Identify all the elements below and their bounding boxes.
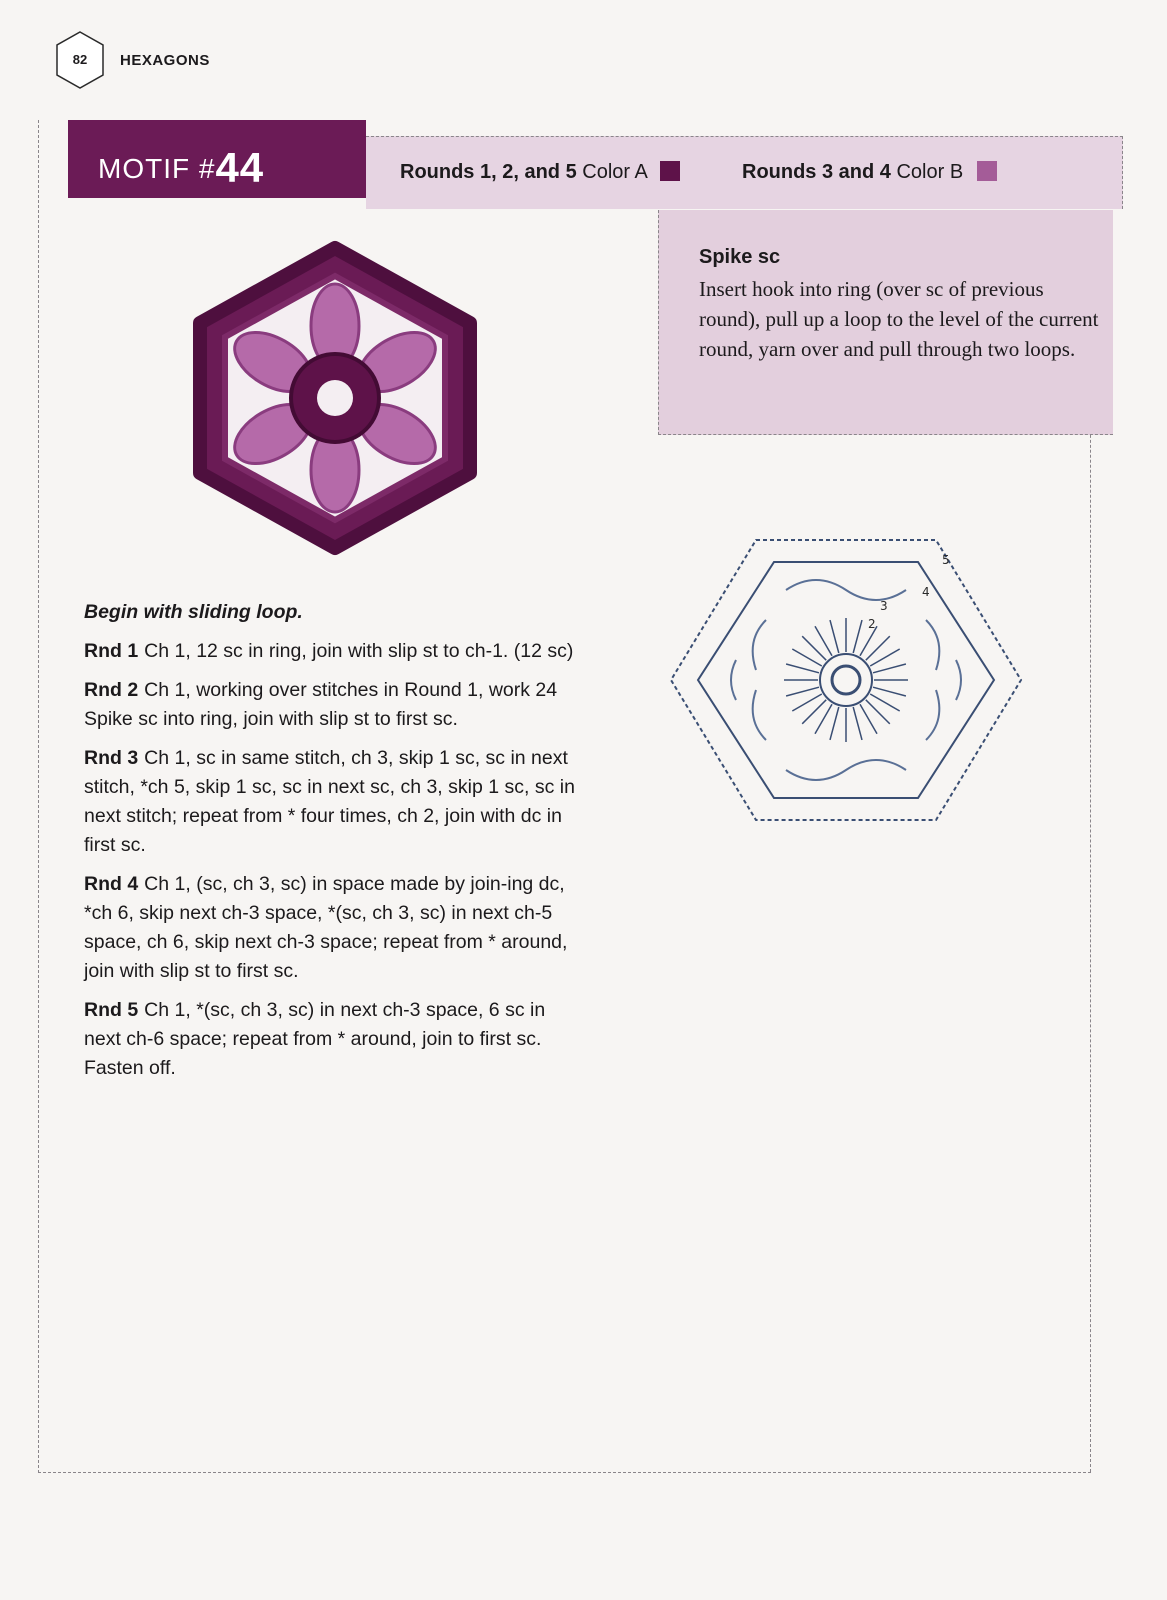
chart-spike-stitch [873, 687, 906, 696]
round-5-label: Rnd 5 [84, 999, 139, 1021]
instructions [84, 598, 584, 1093]
round-3 [84, 744, 584, 860]
color-a-label: Color A [582, 161, 647, 183]
chart-spike-stitch [786, 664, 819, 673]
spike-sc-definition-box [658, 210, 1113, 435]
round-4 [84, 870, 584, 986]
spike-sc-title: Spike sc [699, 246, 781, 268]
motif-title [98, 140, 265, 191]
chart-spike-stitch [830, 707, 839, 740]
chart-spike-stitch [830, 620, 839, 653]
color-b-rounds: Rounds 3 and 4 [742, 161, 891, 183]
crochet-chart-diagram [660, 520, 1040, 850]
round-3-label: Rnd 3 [84, 747, 139, 769]
section-title: HEXAGONS [120, 52, 210, 69]
chart-round-label-4: 4 [922, 585, 930, 599]
round-2-label: Rnd 2 [84, 679, 139, 701]
color-key-a [400, 161, 680, 184]
color-key-b [742, 161, 997, 184]
chart-spike-stitch [786, 687, 819, 696]
color-a-swatch [660, 161, 680, 181]
color-key-bar [366, 136, 1123, 209]
chart-round-label-3: 3 [880, 599, 888, 613]
chart-spike-stitch [873, 664, 906, 673]
motif-title-prefix: MOTIF # [98, 153, 216, 184]
page-number-badge [54, 30, 106, 90]
round-4-label: Rnd 4 [84, 873, 139, 895]
motif-photo [170, 238, 500, 558]
motif-title-block [68, 120, 366, 198]
round-5-text: Ch 1, *(sc, ch 3, sc) in next ch-3 space, 6 sc in next ch-6 space; repeat from * around, join to first sc. Fasten off. [84, 999, 546, 1079]
round-2 [84, 676, 584, 734]
color-b-label: Color B [896, 161, 964, 183]
spike-sc-body: Insert hook into ring (over sc of previous round), pull up a loop to the level of the current round, yarn over and pull through two loops. [699, 277, 1099, 361]
color-a-rounds: Rounds 1, 2, and 5 [400, 161, 577, 183]
round-4-text: Ch 1, (sc, ch 3, sc) in space made by join-ing dc, *ch 6, skip next ch-3 space, *(sc, ch 3, sc) in next ch-5 space, ch 6, skip next ch-3 space; repeat from * around, join with slip st to first sc. [84, 873, 568, 982]
chart-spokes [784, 618, 908, 742]
round-1 [84, 637, 584, 666]
motif-number: 44 [215, 144, 265, 191]
chart-round-label-5: 5 [942, 553, 950, 567]
round-3-text: Ch 1, sc in same stitch, ch 3, skip 1 sc, sc in next stitch, *ch 5, skip 1 sc, sc in next sc, ch 3, skip 1 sc, sc in next stitch; repeat from * four times, ch 2, join with dc in first sc. [84, 747, 575, 856]
round-2-text: Ch 1, working over stitches in Round 1, work 24 Spike sc into ring, join with slip st to first sc. [84, 679, 558, 730]
chart-spike-stitch [853, 620, 862, 653]
chart-spike-stitch [853, 707, 862, 740]
page-number: 82 [72, 52, 88, 67]
chart-round-label-2: 2 [868, 617, 876, 631]
round-1-text: Ch 1, 12 sc in ring, join with slip st to ch-1. (12 sc) [144, 640, 574, 662]
begin-instruction: Begin with sliding loop. [84, 601, 303, 623]
round-1-label: Rnd 1 [84, 640, 139, 662]
round-5 [84, 996, 584, 1083]
color-b-swatch [977, 161, 997, 181]
